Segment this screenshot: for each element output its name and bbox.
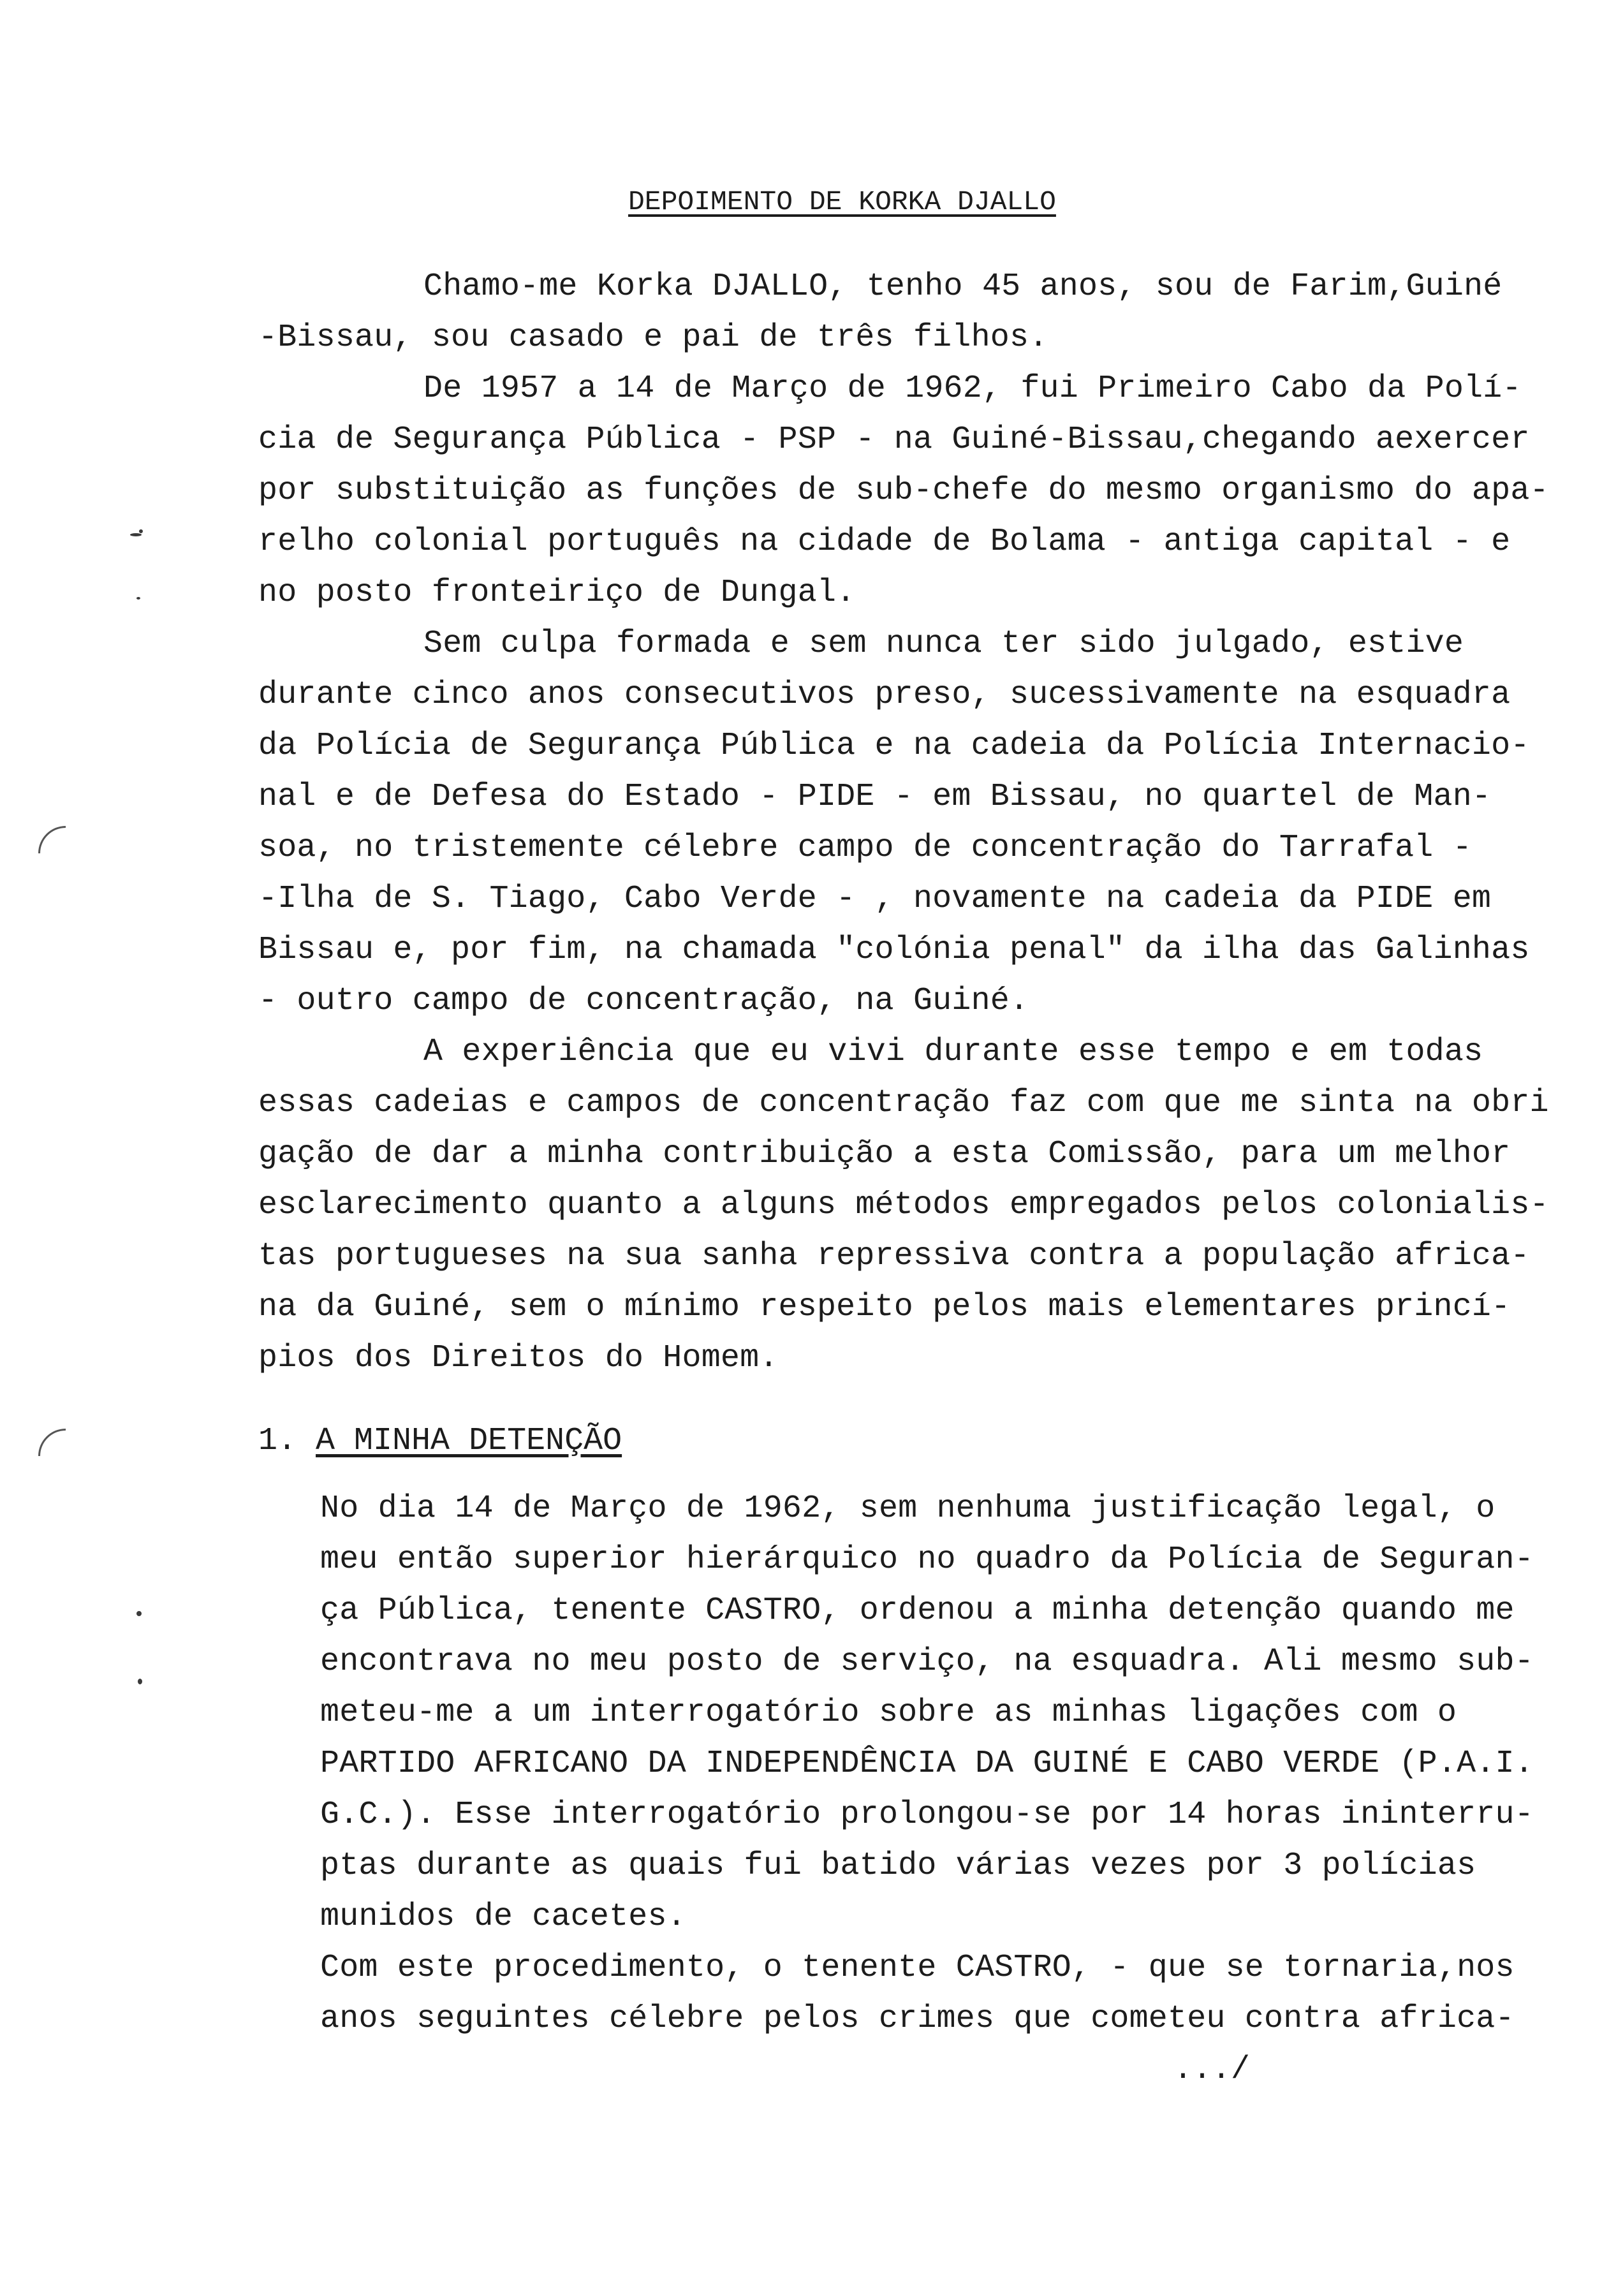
section-line-3: ça Pública, tenente CASTRO, ordenou a minha detenção quando me [320, 1593, 1515, 1629]
paragraph-4-line-7: pios dos Direitos do Homem. [258, 1340, 779, 1376]
section-line-4: encontrava no meu posto de serviço, na esquadra. Ali mesmo sub- [320, 1644, 1534, 1680]
continuation-mark: .../ [1173, 2052, 1251, 2088]
section-line-10: Com este procedimento, o tenente CASTRO, - que se tornaria,nos [320, 1950, 1515, 1986]
paragraph-2-line-1: De 1957 a 14 de Março de 1962, fui Primeiro Cabo da Polí- [423, 371, 1522, 407]
section-line-11: anos seguintes célebre pelos crimes que cometeu contra africa- [320, 2001, 1515, 2037]
section-line-2: meu então superior hierárquico no quadro da Polícia de Seguran- [320, 1542, 1534, 1578]
scan-mark [136, 597, 140, 600]
paragraph-4-line-3: gação de dar a minha contribuição a esta Comissão, para um melhor [258, 1136, 1511, 1172]
section-line-7: G.C.). Esse interrogatório prolongou-se por 14 horas ininterru- [320, 1797, 1534, 1833]
section-line-6: PARTIDO AFRICANO DA INDEPENDÊNCIA DA GUINÉ E CABO VERDE (P.A.I. [320, 1746, 1534, 1782]
paragraph-2-line-2: cia de Segurança Pública - PSP - na Guiné-Bissau,chegando aexercer [258, 422, 1530, 458]
scan-mark [138, 1679, 142, 1684]
paragraph-3-line-2: durante cinco anos consecutivos preso, sucessivamente na esquadra [258, 677, 1511, 713]
section-number: 1. [258, 1423, 297, 1459]
paragraph-4-line-6: na da Guiné, sem o mínimo respeito pelos mais elementares princí- [258, 1289, 1511, 1325]
paragraph-3-line-5: soa, no tristemente célebre campo de concentração do Tarrafal - [258, 830, 1472, 866]
section-heading-text: A MINHA DETENÇÃO [316, 1423, 622, 1459]
section-line-1: No dia 14 de Março de 1962, sem nenhuma justificação legal, o [320, 1490, 1495, 1527]
paragraph-3-line-4: nal e de Defesa do Estado - PIDE - em Bissau, no quartel de Man- [258, 779, 1492, 815]
document-title: DEPOIMENTO DE KORKA DJALLO [628, 186, 1056, 217]
paragraph-4-line-1: A experiência que eu vivi durante esse tempo e em todas [423, 1034, 1483, 1070]
paragraph-4-line-4: esclarecimento quanto a alguns métodos empregados pelos colonialis- [258, 1187, 1549, 1223]
section-line-8: ptas durante as quais fui batido várias vezes por 3 polícias [320, 1848, 1476, 1884]
paragraph-1-line-1: Chamo-me Korka DJALLO, tenho 45 anos, sou de Farim,Guiné [423, 269, 1503, 305]
paragraph-3-line-6: -Ilha de S. Tiago, Cabo Verde - , novamente na cadeia da PIDE em [258, 881, 1492, 917]
scan-mark [38, 1429, 66, 1456]
paragraph-2-line-5: no posto fronteiriço de Dungal. [258, 575, 856, 611]
scan-mark [38, 826, 66, 853]
section-heading [258, 1422, 622, 1461]
paragraph-3-line-7: Bissau e, por fim, na chamada "colónia penal" da ilha das Galinhas [258, 932, 1530, 968]
paragraph-4-line-2: essas cadeias e campos de concentração faz com que me sinta na obri [258, 1085, 1549, 1121]
section-line-9: munidos de cacetes. [320, 1899, 686, 1935]
scan-mark [136, 1611, 142, 1616]
paragraph-3-line-3: da Polícia de Segurança Pública e na cadeia da Polícia Internacio- [258, 728, 1530, 764]
paragraph-4-line-5: tas portugueses na sua sanha repressiva contra a população africa- [258, 1238, 1530, 1274]
paragraph-2-line-4: relho colonial português na cidade de Bolama - antiga capital - e [258, 524, 1511, 560]
paragraph-1-line-2: -Bissau, sou casado e pai de três filhos. [258, 320, 1048, 356]
scan-mark [139, 529, 143, 533]
paragraph-3-line-1: Sem culpa formada e sem nunca ter sido julgado, estive [423, 626, 1464, 662]
scan-mark [130, 533, 142, 536]
paragraph-3-line-8: - outro campo de concentração, na Guiné. [258, 983, 1029, 1019]
paragraph-2-line-3: por substituição as funções de sub-chefe do mesmo organismo do apa- [258, 473, 1549, 509]
section-line-5: meteu-me a um interrogatório sobre as minhas ligações com o [320, 1695, 1457, 1731]
